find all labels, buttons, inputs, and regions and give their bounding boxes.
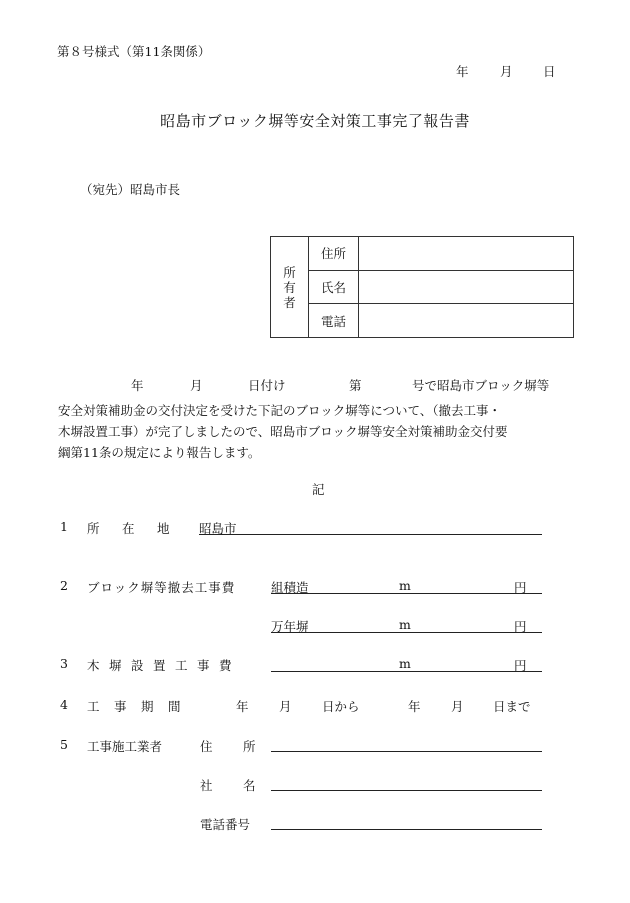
owner-phone-label: 電話 bbox=[309, 304, 359, 338]
body-dai: 第 bbox=[349, 378, 362, 393]
owner-name-field[interactable] bbox=[359, 270, 574, 304]
item3-label-char: 事 bbox=[197, 658, 210, 673]
period-start-year: 年 bbox=[236, 699, 249, 714]
removal-type-mannen: 万年塀 bbox=[271, 619, 309, 634]
removal-unit-mannen: m bbox=[399, 617, 411, 632]
body-line2: 安全対策補助金の交付決定を受けた下記のブロック塀等について、（撤去工事・ bbox=[58, 403, 502, 418]
location-line[interactable] bbox=[199, 534, 542, 535]
date-month-label: 月 bbox=[500, 64, 513, 79]
item2-number: 2 bbox=[60, 578, 68, 593]
item1-label-char: 地 bbox=[157, 521, 170, 536]
removal-masonry-line[interactable] bbox=[271, 593, 542, 594]
wood-fence-unit: m bbox=[399, 656, 411, 671]
item3-label-char: 設 bbox=[131, 658, 144, 673]
owner-label-char: 者 bbox=[283, 294, 296, 310]
body-dated: 日付け bbox=[248, 378, 286, 393]
date-day-label: 日 bbox=[543, 64, 556, 79]
document-title: 昭島市ブロック塀等安全対策工事完了報告書 bbox=[160, 112, 470, 130]
removal-yen-mannen: 円 bbox=[514, 619, 527, 634]
contractor-company-label-char: 社 bbox=[200, 778, 213, 793]
wood-fence-line[interactable] bbox=[271, 671, 542, 672]
item4-label-char: 工 bbox=[87, 699, 100, 714]
period-end-day: 日まで bbox=[493, 699, 531, 714]
item3-number: 3 bbox=[60, 656, 68, 671]
item3-label-char: 工 bbox=[175, 658, 188, 673]
item5-number: 5 bbox=[60, 737, 68, 752]
owner-label bbox=[271, 237, 309, 338]
body-year: 年 bbox=[131, 378, 144, 393]
item4-label-char: 間 bbox=[168, 699, 181, 714]
item3-label-char: 塀 bbox=[109, 658, 122, 673]
wood-fence-yen: 円 bbox=[514, 658, 527, 673]
addressee: （宛先）昭島市長 bbox=[80, 182, 181, 197]
owner-address-field[interactable] bbox=[359, 237, 574, 271]
item4-number: 4 bbox=[60, 697, 68, 712]
owner-table bbox=[270, 236, 574, 338]
contractor-address-label-char: 所 bbox=[243, 739, 256, 754]
owner-label-char: 所 bbox=[283, 264, 296, 280]
item1-number: 1 bbox=[60, 519, 68, 534]
item4-label-char: 期 bbox=[141, 699, 154, 714]
body-line3: 木塀設置工事）が完了しましたので、昭島市ブロック塀等安全対策補助金交付要 bbox=[58, 424, 508, 439]
body-month: 月 bbox=[190, 378, 203, 393]
contractor-company-label-char: 名 bbox=[243, 778, 256, 793]
period-end-month: 月 bbox=[451, 699, 464, 714]
item1-label-char: 所 bbox=[87, 521, 100, 536]
location-value: 昭島市 bbox=[199, 521, 237, 536]
period-start-month: 月 bbox=[279, 699, 292, 714]
item5-label: 工事施工業者 bbox=[87, 739, 163, 754]
removal-type-masonry: 組積造 bbox=[271, 580, 309, 595]
owner-name-label: 氏名 bbox=[309, 270, 359, 304]
body-line1-rest: 号で昭島市ブロック塀等 bbox=[412, 378, 550, 393]
item2-label: ブロック塀等撤去工事費 bbox=[87, 580, 236, 595]
owner-address-label: 住所 bbox=[309, 237, 359, 271]
item1-label-char: 在 bbox=[122, 521, 135, 536]
form-number: 第８号様式（第11条関係） bbox=[57, 44, 211, 59]
contractor-address-label-char: 住 bbox=[200, 739, 213, 754]
owner-phone-field[interactable] bbox=[359, 304, 574, 338]
owner-label-char: 有 bbox=[283, 279, 296, 295]
item3-label-char: 費 bbox=[219, 658, 232, 673]
contractor-address-line[interactable] bbox=[271, 751, 542, 752]
period-start-day: 日から bbox=[322, 699, 360, 714]
date-year-label: 年 bbox=[456, 64, 469, 79]
ki-marker: 記 bbox=[312, 482, 325, 497]
item3-label-char: 置 bbox=[153, 658, 166, 673]
contractor-phone-line[interactable] bbox=[271, 829, 542, 830]
period-end-year: 年 bbox=[408, 699, 421, 714]
removal-yen-masonry: 円 bbox=[514, 580, 527, 595]
contractor-company-line[interactable] bbox=[271, 790, 542, 791]
contractor-phone-label: 電話番号 bbox=[200, 817, 251, 832]
item3-label-char: 木 bbox=[87, 658, 100, 673]
removal-unit-masonry: m bbox=[399, 578, 411, 593]
body-line4: 綱第11条の規定により報告します。 bbox=[58, 445, 261, 460]
removal-mannen-line[interactable] bbox=[271, 632, 542, 633]
item4-label-char: 事 bbox=[114, 699, 127, 714]
